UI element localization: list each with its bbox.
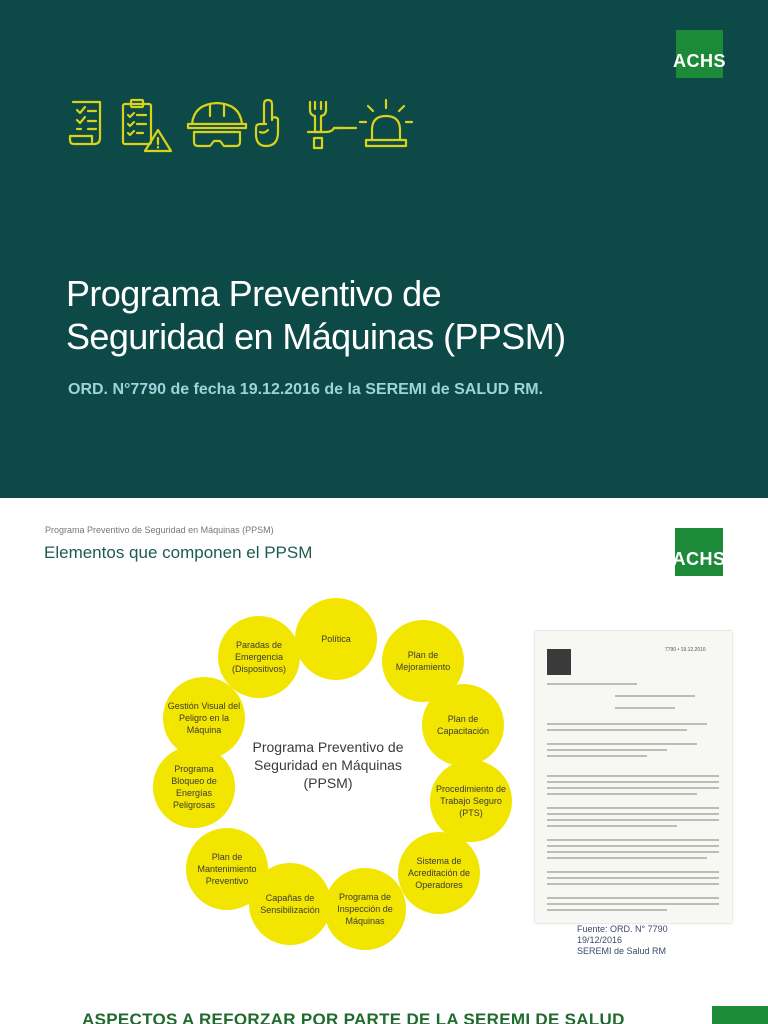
element-sistema-acreditacion: Sistema de Acreditación de Operadores [398, 832, 480, 914]
icon-row [68, 98, 413, 154]
alarm-light-icon [358, 98, 414, 150]
element-politica: Política [295, 598, 377, 680]
safety-helmet-goggles-icon [186, 98, 248, 150]
element-gestion-visual: Gestión Visual del Peligro en la Máquina [163, 677, 245, 759]
slide-title [66, 272, 726, 358]
source-caption: Fuente: ORD. N° 7790 19/12/2016 SEREMI de Salud RM [577, 924, 668, 956]
achs-logo: ACHS [676, 30, 723, 78]
title-line-1: Programa Preventivo de [66, 273, 441, 314]
element-plan-mantenimiento: Plan de Mantenimiento Preventivo [186, 828, 268, 910]
clipboard-warning-icon [120, 98, 174, 154]
title-line-2: Seguridad en Máquinas (PPSM) [66, 316, 566, 357]
achs-logo: ACHS [675, 528, 723, 576]
ordinance-number: 7790 • 19.12.2016 [665, 647, 706, 653]
breadcrumb: Programa Preventivo de Seguridad en Máquinas (PPSM) [45, 525, 274, 535]
title-slide [0, 0, 768, 498]
element-campanas-sensibilizacion: Capañas de Sensibilización [249, 863, 331, 945]
government-seal [547, 649, 571, 675]
content-slide [0, 498, 768, 1024]
element-programa-inspeccion: Programa de Inspección de Máquinas [324, 868, 406, 950]
diagram-center-label: Programa Preventivo de Seguridad en Máquinas (PPSM) [252, 739, 404, 791]
page-title: Elementos que componen el PPSM [44, 543, 313, 562]
element-paradas-emergencia: Paradas de Emergencia (Dispositivos) [218, 616, 300, 698]
element-plan-capacitacion: Plan de Capacitación [422, 684, 504, 766]
next-slide-logo-edge [712, 1006, 768, 1024]
ppsm-cycle-diagram [160, 598, 520, 998]
next-slide-title: ASPECTOS A REFORZAR POR PARTE DE LA SEREMI DE SALUD [82, 1010, 625, 1024]
slide-subtitle: ORD. N°7790 de fecha 19.12.2016 de la SEREMI de SALUD RM. [68, 381, 544, 398]
checklist-icon [68, 98, 106, 150]
ordinance-document-image [535, 631, 732, 923]
wrench-hand-icon [304, 98, 360, 150]
finger-icon [254, 98, 284, 150]
element-plan-mejoramiento: Plan de Mejoramiento [382, 620, 464, 702]
element-procedimiento-trabajo-seguro: Procedimiento de Trabajo Seguro (PTS) [430, 760, 512, 842]
element-bloqueo-energias: Programa Bloqueo de Energías Peligrosas [153, 746, 235, 828]
